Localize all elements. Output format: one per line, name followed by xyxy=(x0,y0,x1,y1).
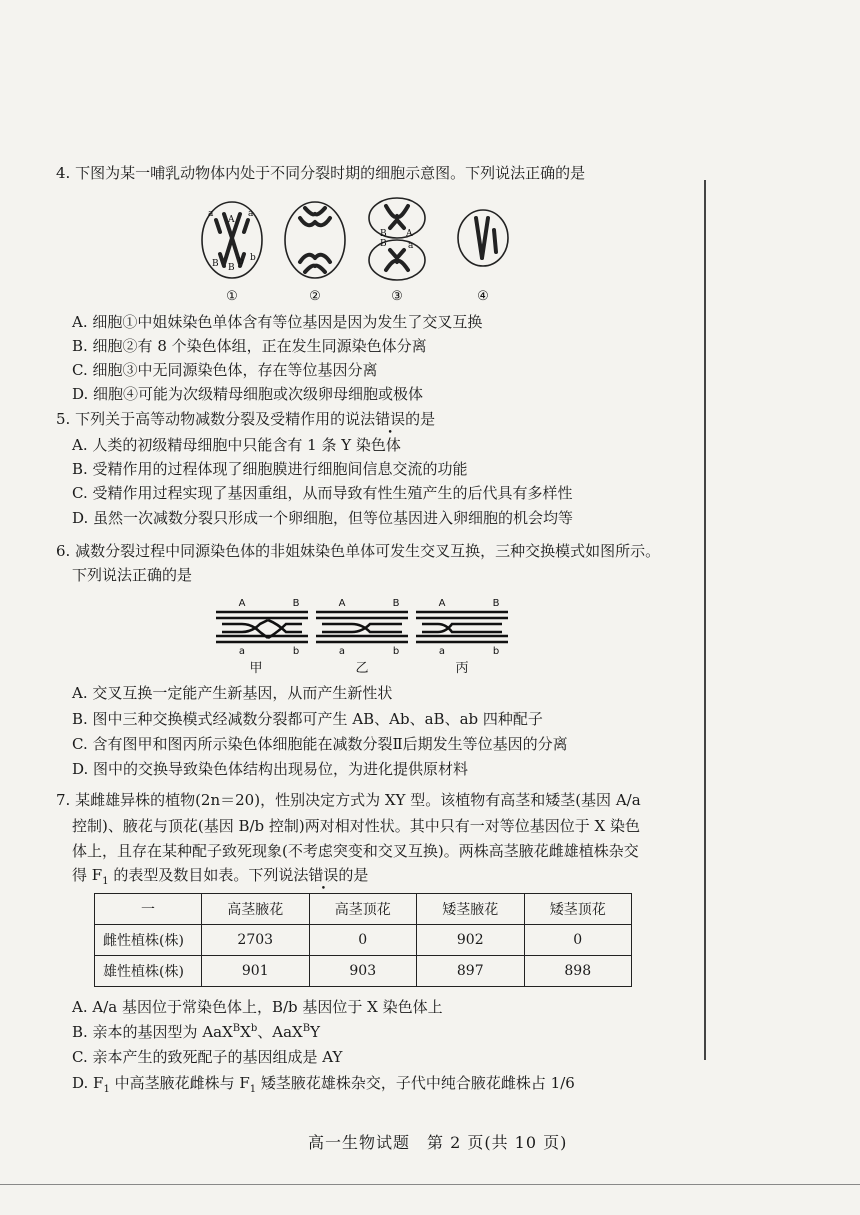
q7-option-b: B. 亲本的基因型为 $AaX^BX^b$、AaX$^B$Y xyxy=(72,1023,320,1041)
gene-label: A xyxy=(228,215,235,225)
table-cell: 897 xyxy=(417,956,525,987)
q4-option-c: C. 细胞③中无同源染色体，存在等位基因分离 xyxy=(72,361,378,379)
q6-crossover-figure xyxy=(212,594,522,674)
q7-phenotype-table xyxy=(94,893,632,987)
q4-stem: 4. 下图为某一哺乳动物体内处于不同分裂时期的细胞示意图。下列说法正确的是 xyxy=(56,164,586,182)
table-row xyxy=(95,925,632,956)
gene-label: B xyxy=(228,263,235,273)
q7-option-d: D. $F_1$ 中高茎腋花雌株与 $F_1$ 矮茎腋花雄株杂交，子代中纯合腋花雌株占 1/6 xyxy=(72,1074,575,1095)
gene-label: a xyxy=(408,241,414,251)
table-row xyxy=(95,956,632,987)
table-header-row xyxy=(95,894,632,925)
q7-stem-line4: 得 $F_1$ 的表型及数目如表。下列说法错误的是 xyxy=(72,866,369,887)
q6-stem-line2: 下列说法正确的是 xyxy=(72,566,193,584)
q6-option-b: B. 图中三种交换模式经减数分裂都可产生 AB、Ab、aB、ab 四种配子 xyxy=(72,710,543,728)
cell-label-1: ① xyxy=(226,289,238,304)
q4-cell-figure xyxy=(190,194,530,306)
q6-option-a: A. 交叉互换一定能产生新基因，从而产生新性状 xyxy=(72,684,393,702)
svg-text:B: B xyxy=(492,598,500,609)
gene-label: B xyxy=(380,229,387,239)
gene-label: A xyxy=(406,229,413,239)
q6-stem-line1: 6. 减数分裂过程中同源染色体的非姐妹染色单体可发生交叉互换，三种交换模式如图所示。 xyxy=(56,542,661,560)
q7-stem-line2: 控制)、腋花与顶花(基因 B/b 控制)两对相对性状。其中只有一对等位基因位于 X 染色 xyxy=(72,817,640,835)
q5-stem: 5. 下列关于高等动物减数分裂及受精作用的说法错误的是 xyxy=(56,410,436,428)
svg-text:B: B xyxy=(392,598,400,609)
q7-option-a: A. A/a 基因位于常染色体上，B/b 基因位于 X 染色体上 xyxy=(72,998,443,1016)
q7-stem-line1: 7. 某雌雄异株的植物(2n＝20)，性别决定方式为 XY 型。该植物有高茎和矮茎(基因 A/a xyxy=(56,791,641,809)
cell-label-4: ④ xyxy=(477,289,489,304)
svg-text:a: a xyxy=(438,646,446,657)
page-footer: 高一生物试题 第 2 页(共 10 页) xyxy=(308,1133,568,1152)
figure-label-yi: 乙 xyxy=(355,661,369,674)
svg-text:a: a xyxy=(238,646,246,657)
gene-label: a xyxy=(208,209,214,219)
q4-option-a: A. 细胞①中姐妹染色单体含有等位基因是因为发生了交叉互换 xyxy=(72,313,483,331)
table-header-cell: 矮茎顶花 xyxy=(524,894,632,925)
table-cell: 902 xyxy=(417,925,525,956)
gene-label: B xyxy=(380,239,387,249)
q5-option-a: A. 人类的初级精母细胞中只能含有 1 条 Y 染色体 xyxy=(72,436,401,454)
svg-text:A: A xyxy=(338,598,346,609)
emphasis-text: 错误 xyxy=(375,410,406,428)
gene-label: b xyxy=(250,253,256,263)
gene-label: a xyxy=(248,209,254,219)
table-header-cell: 高茎顶花 xyxy=(309,894,417,925)
table-cell: 2703 xyxy=(202,925,310,956)
q4-option-d: D. 细胞④可能为次级精母细胞或次级卵母细胞或极体 xyxy=(72,385,424,403)
q4-option-b: B. 细胞②有 8 个染色体组，正在发生同源染色体分离 xyxy=(72,337,427,355)
q7-stem-line3: 体上，且存在某种配子致死现象(不考虑突变和交叉互换)。两株高茎腋花雌雄植株杂交 xyxy=(72,842,639,860)
svg-text:A: A xyxy=(438,598,446,609)
svg-text:A: A xyxy=(238,598,246,609)
gene-label: b xyxy=(238,257,244,267)
table-cell: 903 xyxy=(309,956,417,987)
table-cell: 901 xyxy=(202,956,310,987)
q5-option-c: C. 受精作用过程实现了基因重组，从而导致有性生殖产生的后代具有多样性 xyxy=(72,484,573,502)
svg-text:b: b xyxy=(392,646,400,657)
q6-option-d: D. 图中的交换导致染色体结构出现易位，为进化提供原材料 xyxy=(72,760,469,778)
svg-text:B: B xyxy=(292,598,300,609)
svg-text:b: b xyxy=(292,646,300,657)
svg-text:a: a xyxy=(338,646,346,657)
table-cell: 雌性植株(株) xyxy=(95,925,202,956)
table-header-cell: 矮茎腋花 xyxy=(417,894,525,925)
table-cell: 0 xyxy=(309,925,417,956)
emphasis-text: 错误 xyxy=(308,866,339,884)
q7-option-c: C. 亲本产生的致死配子的基因组成是 AY xyxy=(72,1048,343,1066)
q5-option-d: D. 虽然一次减数分裂只形成一个卵细胞，但等位基因进入卵细胞的机会均等 xyxy=(72,509,574,527)
table-cell: 898 xyxy=(524,956,632,987)
q5-option-b: B. 受精作用的过程体现了细胞膜进行细胞间信息交流的功能 xyxy=(72,460,468,478)
table-header-cell: 高茎腋花 xyxy=(202,894,310,925)
bottom-rule xyxy=(0,1184,860,1185)
cell-label-2: ② xyxy=(309,289,321,304)
figure-label-bing: 丙 xyxy=(455,661,469,674)
q6-option-c: C. 含有图甲和图丙所示染色体细胞能在减数分裂Ⅱ后期发生等位基因的分离 xyxy=(72,735,568,753)
figure-label-jia: 甲 xyxy=(249,661,263,674)
cell-label-3: ③ xyxy=(391,289,403,304)
table-header-cell: 一 xyxy=(95,894,202,925)
table-cell: 0 xyxy=(524,925,632,956)
table-cell: 雄性植株(株) xyxy=(95,956,202,987)
margin-rule xyxy=(704,180,706,1060)
svg-text:b: b xyxy=(492,646,500,657)
gene-label: B xyxy=(212,259,219,269)
